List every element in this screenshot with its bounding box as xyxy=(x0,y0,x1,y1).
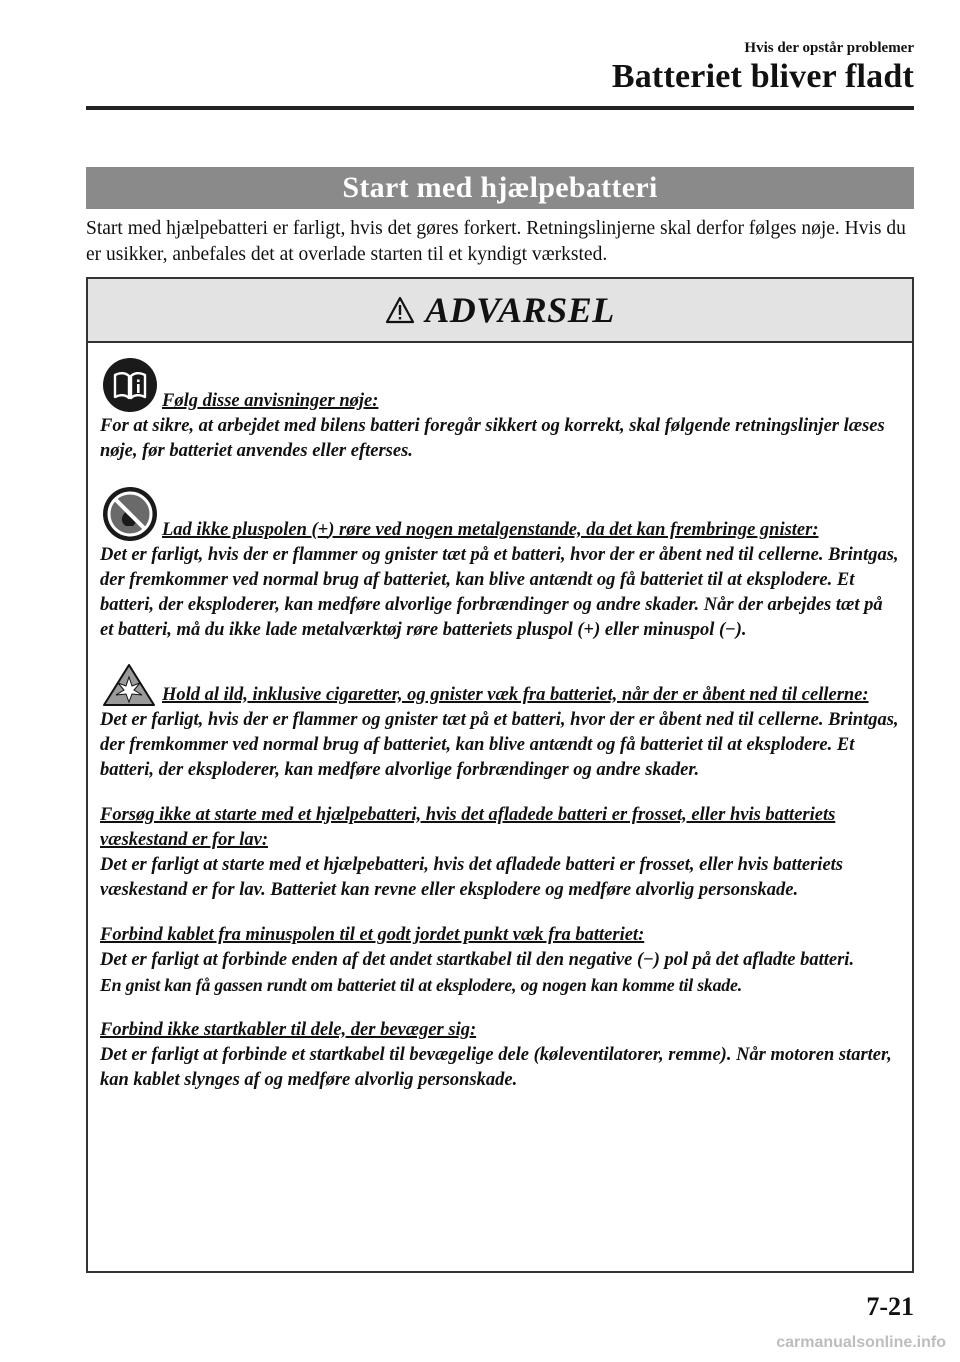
section-intro: Start med hjælpebatteri er farligt, hvis det gøres forkert. Retningslinjerne skal derfor følges nøje. Hvis du er usikker, anbefales det at overlade starten til et kyndigt værksted. xyxy=(86,218,906,265)
chapter-title: Hvis der opstår problemer xyxy=(744,40,914,56)
warning-item-note: En gnist kan få gassen rundt om batteriet til at eksplodere, og nogen kan komme til skade. xyxy=(100,975,742,995)
minus-symbol: − xyxy=(725,620,736,640)
section-title-bar xyxy=(86,167,914,209)
warning-item-heading: Hold al ild, inklusive cigaretter, og gnister væk fra batteriet, når der er åbent ned til cellerne: xyxy=(162,685,869,705)
warning-body xyxy=(88,343,912,1093)
plus-symbol: + xyxy=(583,620,595,640)
header-divider xyxy=(86,106,914,110)
plus-symbol: + xyxy=(317,520,329,540)
minus-symbol: − xyxy=(643,950,654,970)
no-sparks-icon xyxy=(102,486,158,542)
warning-item xyxy=(100,663,900,783)
warning-item xyxy=(100,355,900,464)
warning-item xyxy=(100,923,900,998)
warning-triangle-icon xyxy=(385,296,415,324)
warning-item-heading: Forbind ikke startkabler til dele, der bevæger sig: xyxy=(100,1020,477,1040)
warning-item-body: Det er farligt at forbinde enden af det andet startkabel til den negative (−) pol på det afladte batteri. xyxy=(100,950,855,970)
warning-box xyxy=(86,277,914,1273)
warning-item-body: For at sikre, at arbejdet med bilens batteri foregår sikkert og korrekt, skal følgende retningslinjer læses nøje, før batteriet anvendes eller efterses. xyxy=(100,416,885,461)
watermark: carmanualsonline.info xyxy=(776,1334,946,1351)
warning-item xyxy=(100,484,900,643)
warning-item-heading: Lad ikke pluspolen (+) røre ved nogen metalgenstande, da det kan frembringe gnister: xyxy=(162,520,819,540)
warning-item xyxy=(100,1018,900,1093)
warning-item-heading: Følg disse anvisninger nøje: xyxy=(162,391,379,411)
warning-item-body: Det er farligt, hvis der er flammer og gnister tæt på et batteri, hvor der er åbent ned til cellerne. Brintgas, der fremkommer ved normal brug af batteriet, kan blive antændt og få batteriet til at eksplodere. Et batteri, der eksploderer, kan medføre alvorlige forbrændinger og andre skader. xyxy=(100,710,899,780)
section-title: Start med hjælpebatteri xyxy=(342,171,658,204)
warning-item-heading: Forbind kablet fra minuspolen til et godt jordet punkt væk fra batteriet: xyxy=(100,925,645,945)
warning-header xyxy=(88,279,912,343)
page-number: 7-21 xyxy=(866,1292,914,1321)
explosion-hazard-icon xyxy=(102,663,156,707)
warning-item-body: Det er farligt, hvis der er flammer og gnister tæt på et batteri, hvor der er åbent ned til cellerne. Brintgas, der fremkommer ved normal brug af batteriet, kan blive antændt og få batteriet til at eksplodere. Et batteri, der eksploderer, kan medføre alvorlige forbrændinger og andre skader. Når der arbejdes tæt på et batteri, må du ikke lade metalværktøj røre batteriets pluspol (+) eller minuspol (−). xyxy=(100,545,899,640)
page-title: Batteriet bliver fladt xyxy=(611,58,914,95)
warning-item-body: Det er farligt at starte med et hjælpebatteri, hvis det afladede batteri er frosset, eller hvis batteriets væskestand er for lav. Batteriet kan revne eller eksplodere og medføre alvorlig personskade. xyxy=(100,855,843,900)
warning-item xyxy=(100,803,900,903)
read-instructions-icon xyxy=(102,357,158,413)
warning-item-body: Det er farligt at forbinde et startkabel til bevægelige dele (køleventilatorer, remme). Når motoren starter, kan kablet slynges af og medføre alvorlig personskade. xyxy=(100,1045,892,1090)
warning-item-heading: Forsøg ikke at starte med et hjælpebatteri, hvis det afladede batteri er frosset, eller hvis batteriets væskestand er for lav: xyxy=(100,805,836,850)
warning-label: ADVARSEL xyxy=(425,290,615,330)
